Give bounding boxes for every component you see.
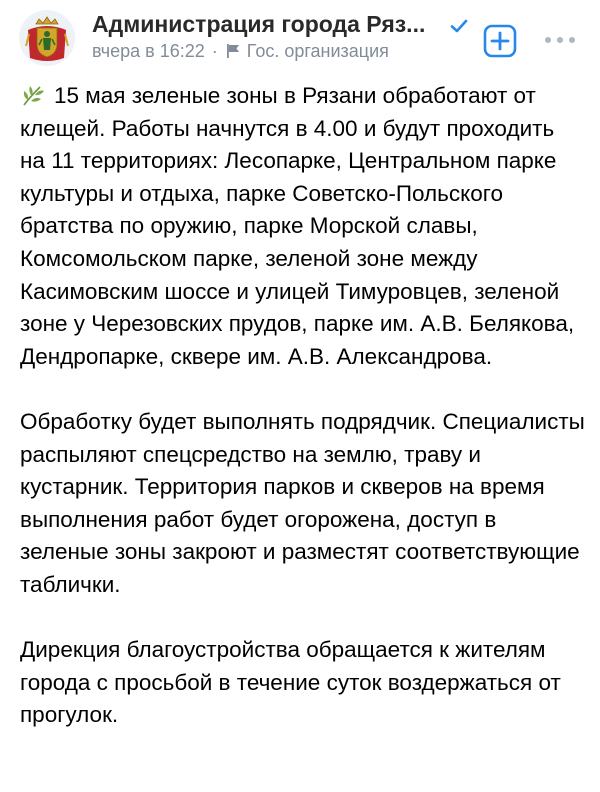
author-avatar[interactable]	[19, 10, 75, 66]
post-paragraph-2: Обработку будет выполнять подрядчик. Специалисты распыляют спецсредство на землю, траву и кустарник. Территория парков и скверов на время выполнения работ будет огорожена, доступ в зеленые зоны закроют и разместят соответствующие таблички.	[20, 408, 585, 597]
coat-of-arms-icon	[19, 10, 75, 66]
more-dots-icon[interactable]	[542, 30, 578, 50]
flag-icon	[225, 43, 241, 59]
post-text	[20, 80, 585, 764]
post-paragraph-1	[20, 80, 585, 373]
post-header	[0, 0, 600, 80]
post-paragraph-1-text: 15 мая зеленые зоны в Рязани обработают от клещей. Работы начнутся в 4.00 и будут проходить на 11 территориях: Лесопарке, Центральном парке культуры и отдыха, парке Советско-Польского братства по оружию, парке Морской славы, Комсомольском парке, зеленой зоне между Касимовским шоссе и улицей Тимуровцев, зеленой зоне у Черезовских прудов, парке им. А.В. Белякова, Дендропарке, сквере им. А.В. Александрова.	[20, 83, 575, 369]
leaf-icon	[20, 83, 46, 107]
author-name[interactable]: Администрация города Ряз...	[92, 11, 426, 37]
subscribe-button[interactable]	[483, 24, 517, 58]
post-paragraph-3: Дирекция благоустройства обращается к жителям города с просьбой в течение суток воздержаться от прогулок.	[20, 637, 561, 728]
meta-separator: ·	[211, 41, 218, 61]
post-meta	[92, 40, 389, 62]
post-category: Гос. организация	[246, 41, 389, 61]
verified-check-icon	[449, 16, 469, 36]
post-time[interactable]: вчера в 16:22	[92, 41, 205, 61]
